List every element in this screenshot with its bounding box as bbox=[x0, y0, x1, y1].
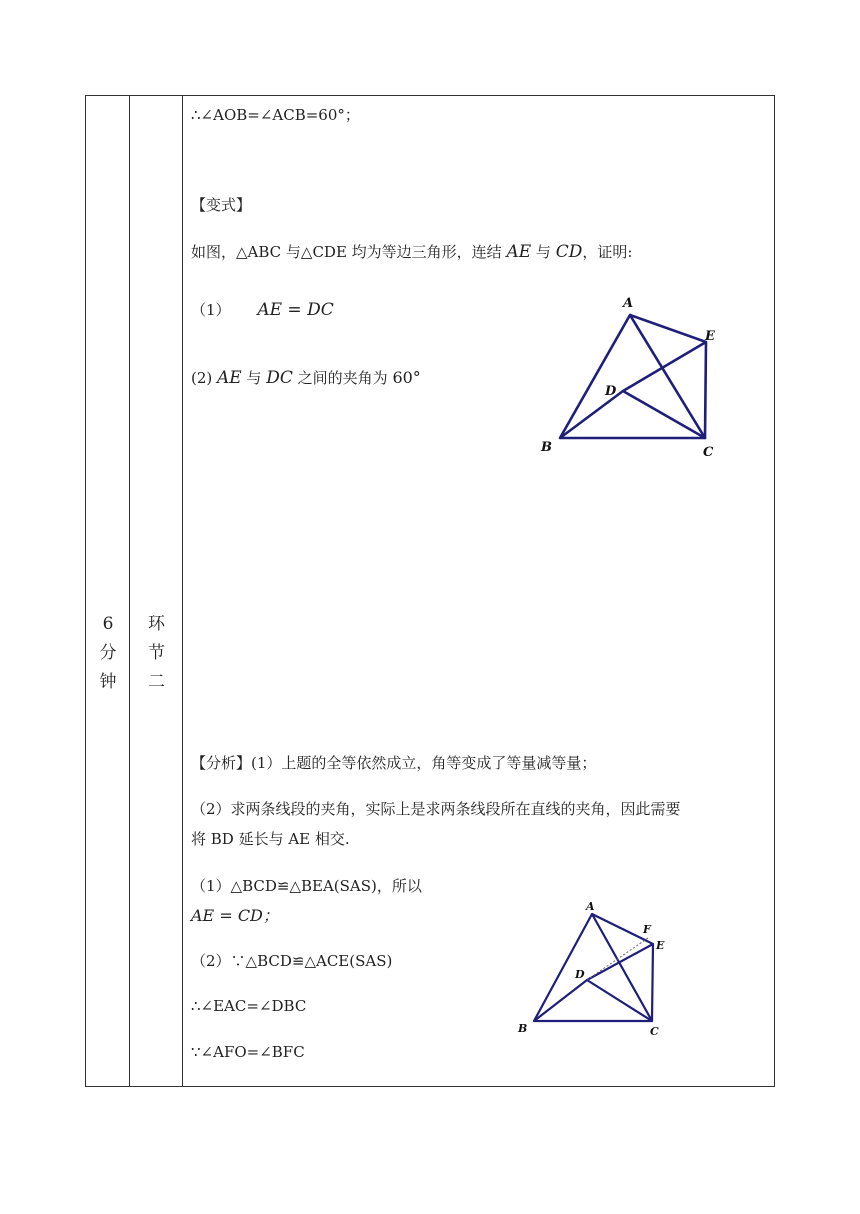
question-label: (2) bbox=[191, 369, 218, 387]
triangle-cde bbox=[587, 944, 653, 1021]
angle-value: 60° bbox=[392, 368, 421, 387]
solution-line-1b: AE = CD； bbox=[191, 906, 279, 925]
math-dc: DC bbox=[266, 368, 293, 388]
solution-line-3: ∴∠EAC=∠DBC bbox=[191, 997, 307, 1015]
label-b: B bbox=[541, 440, 552, 455]
time-cell bbox=[86, 610, 130, 697]
question-1 bbox=[191, 299, 334, 320]
problem-statement bbox=[191, 241, 632, 262]
triangle-abc bbox=[534, 914, 652, 1021]
column-divider-2 bbox=[182, 96, 183, 1086]
label-c: C bbox=[703, 445, 714, 460]
section-cell bbox=[130, 610, 183, 697]
text-run: 与 bbox=[241, 369, 267, 387]
label-e: E bbox=[656, 939, 665, 952]
extension-df bbox=[587, 938, 648, 980]
section-char: 节 bbox=[148, 643, 165, 663]
time-char: 6 bbox=[102, 614, 114, 634]
text-run: 之间的夹角为 bbox=[292, 369, 393, 387]
analysis-line-2: （2）求两条线段的夹角，实际上是求两条线段所在直线的夹角，因此需要 bbox=[191, 800, 681, 818]
question-label: （1） bbox=[191, 301, 231, 319]
label-f: F bbox=[643, 923, 651, 936]
label-d: D bbox=[575, 968, 585, 981]
conclusion-line: ∴∠AOB=∠ACB=60°； bbox=[191, 106, 360, 124]
solution-line-2: （2）∵△BCD≌△ACE(SAS) bbox=[191, 952, 393, 970]
text-run: ，证明: bbox=[582, 243, 633, 261]
section-char: 环 bbox=[148, 614, 165, 634]
segment-ae bbox=[630, 315, 706, 342]
label-e: E bbox=[705, 329, 715, 344]
math-cd: CD bbox=[555, 242, 583, 262]
variant-title: 【变式】 bbox=[191, 196, 252, 214]
solution-line-1: （1）△BCD≌△BEA(SAS)，所以 bbox=[191, 877, 422, 895]
label-d: D bbox=[605, 384, 617, 399]
segment-bd bbox=[534, 980, 587, 1021]
triangle-figure-2 bbox=[510, 898, 685, 1043]
math-ae: AE bbox=[506, 242, 532, 262]
time-char: 钟 bbox=[99, 672, 117, 692]
triangle-figure-1 bbox=[530, 288, 730, 463]
triangle-cde bbox=[623, 342, 706, 438]
time-char: 分 bbox=[99, 643, 117, 663]
label-a: A bbox=[586, 900, 595, 913]
text-run: 如图，△ABC 与△CDE 均为等边三角形，连结 bbox=[191, 243, 507, 261]
math-ae: AE bbox=[217, 368, 242, 388]
label-b: B bbox=[518, 1022, 528, 1035]
analysis-line-1: 【分析】(1）上题的全等依然成立，角等变成了等量减等量； bbox=[191, 754, 597, 772]
analysis-line-3: 将 BD 延长与 AE 相交. bbox=[191, 830, 350, 848]
question-2 bbox=[191, 367, 421, 388]
math-equation: AE = DC bbox=[257, 300, 334, 320]
label-c: C bbox=[650, 1025, 659, 1038]
text-run: 与 bbox=[531, 243, 556, 261]
label-a: A bbox=[623, 296, 634, 311]
solution-line-4: ∵∠AFO=∠BFC bbox=[191, 1043, 305, 1061]
section-char: 二 bbox=[148, 672, 165, 692]
column-divider-1 bbox=[129, 96, 130, 1086]
